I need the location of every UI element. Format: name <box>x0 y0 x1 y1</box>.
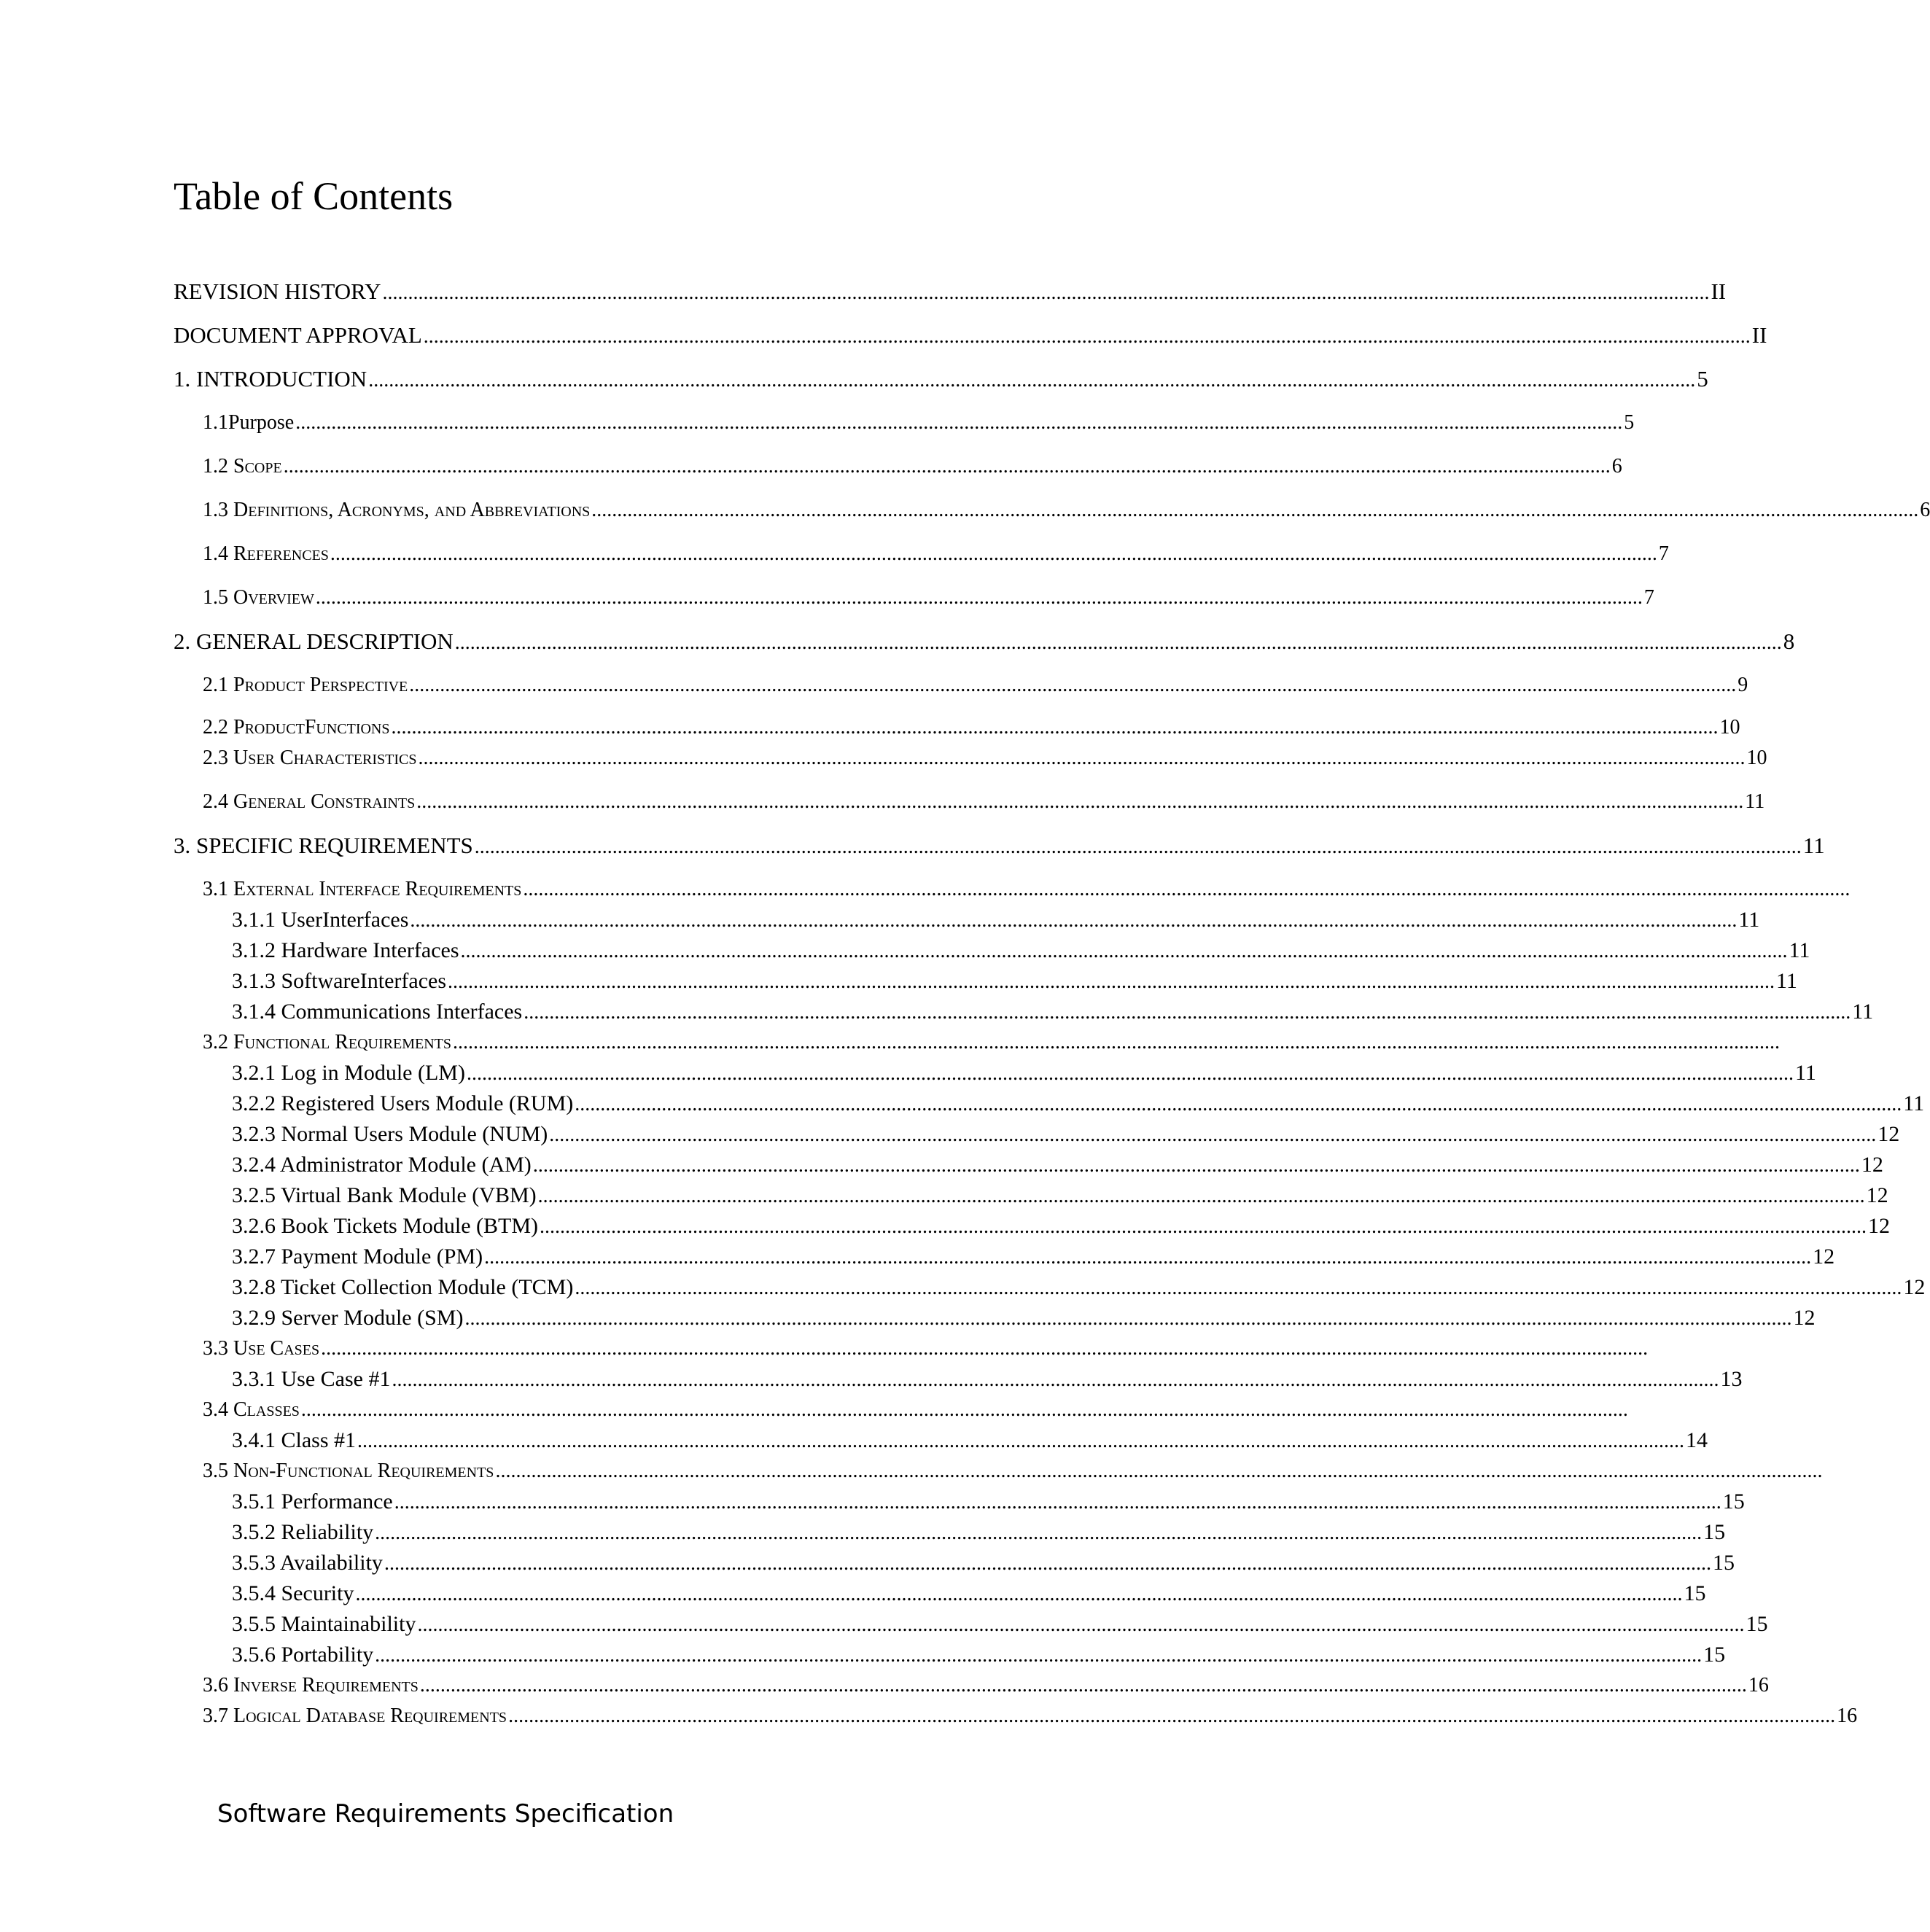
toc-dot-leader: .................................................................................................................................................................................................................................................................... <box>508 1705 1836 1727</box>
toc-entry-label: 3.2 Functional Requirements <box>203 1031 452 1053</box>
toc-dot-leader: .................................................................................................................................................................................................................................................................... <box>382 281 1710 304</box>
toc-entry[interactable] <box>232 1212 1891 1242</box>
toc-page-number: 11 <box>1802 833 1825 858</box>
toc-dot-leader: .................................................................................................................................................................................................................................................................... <box>591 499 1919 521</box>
toc-entry[interactable] <box>203 1702 1858 1731</box>
toc-entry-label: 3.4.1 Class #1 <box>232 1428 357 1452</box>
toc-dot-leader: .................................................................................................................................................................................................................................................................... <box>423 325 1751 348</box>
toc-entry-label: 2.4 General Constraints <box>203 790 416 813</box>
toc-entry[interactable] <box>232 1487 1745 1517</box>
toc-entry-label: 3.2.8 Ticket Collection Module (TCM) <box>232 1275 574 1299</box>
toc-page-number: 11 <box>1738 908 1760 932</box>
toc-page-number: 11 <box>1745 790 1765 813</box>
toc-entry[interactable] <box>203 496 1930 525</box>
toc-dot-leader: .................................................................................................................................................................................................................................................................... <box>454 631 1782 654</box>
toc-entry[interactable] <box>203 540 1669 569</box>
toc-dot-leader: .................................................................................................................................................................................................................................................................... <box>575 1277 1902 1299</box>
toc-page-number: 10 <box>1719 716 1740 739</box>
toc-entry-label: 3.2.4 Administrator Module (AM) <box>232 1153 532 1177</box>
toc-dot-leader: .................................................................................................................................................................................................................................................................... <box>368 369 1696 392</box>
toc-entry[interactable] <box>232 936 1810 966</box>
toc-entry[interactable] <box>174 831 1825 862</box>
toc-entry[interactable] <box>232 967 1797 997</box>
toc-entry[interactable] <box>203 1028 1781 1057</box>
toc-entry[interactable] <box>203 583 1654 612</box>
toc-dot-leader: .................................................................................................................................................................................................................................................................... <box>495 1460 1823 1482</box>
toc-entry[interactable] <box>232 905 1760 935</box>
toc-dot-leader: .................................................................................................................................................................................................................................................................... <box>549 1123 1877 1146</box>
toc-page-number: 11 <box>1789 938 1810 962</box>
toc-entry-label: 3. SPECIFIC REQUIREMENTS <box>174 833 473 858</box>
toc-entry[interactable] <box>232 997 1874 1027</box>
toc-entry-label: 3.5.1 Performance <box>232 1489 393 1514</box>
toc-dot-leader: .................................................................................................................................................................................................................................................................... <box>295 411 1623 434</box>
toc-entry-label: 3.5 Non-Functional Requirements <box>203 1460 494 1482</box>
toc-dot-leader: .................................................................................................................................................................................................................................................................... <box>532 1154 1860 1177</box>
toc-dot-leader: .................................................................................................................................................................................................................................................................... <box>315 586 1643 609</box>
toc-page-number: 16 <box>1837 1705 1858 1727</box>
toc-entry-label: 3.2.9 Server Module (SM) <box>232 1306 464 1330</box>
toc-dot-leader: .................................................................................................................................................................................................................................................................... <box>384 1552 1711 1575</box>
toc-entry-label: 1.4 References <box>203 542 329 565</box>
toc-entry[interactable] <box>203 452 1622 481</box>
toc-entry-label: 3.2.2 Registered Users Module (RUM) <box>232 1091 574 1115</box>
toc-page-number: 11 <box>1852 1000 1874 1024</box>
toc-entry[interactable] <box>232 1273 1926 1303</box>
toc-entry-label: DOCUMENT APPROVAL <box>174 322 422 348</box>
toc-page-number: 10 <box>1746 747 1767 769</box>
toc-entry[interactable] <box>203 787 1765 817</box>
toc-dot-leader: .................................................................................................................................................................................................................................................................... <box>540 1215 1867 1238</box>
toc-entry-label: 3.5.5 Maintainability <box>232 1612 416 1636</box>
toc-entry[interactable] <box>232 1610 1768 1640</box>
toc-dot-leader: .................................................................................................................................................................................................................................................................... <box>537 1185 1865 1207</box>
toc-entry-label: 3.2.7 Payment Module (PM) <box>232 1244 483 1269</box>
toc-page-number: 15 <box>1703 1643 1726 1667</box>
toc-dot-leader: .................................................................................................................................................................................................................................................................... <box>300 1398 1628 1421</box>
toc-page-number: 15 <box>1722 1489 1745 1514</box>
toc-dot-leader: .................................................................................................................................................................................................................................................................... <box>474 835 1802 858</box>
toc-dot-leader: .................................................................................................................................................................................................................................................................... <box>392 1368 1719 1391</box>
toc-entry[interactable] <box>203 744 1767 773</box>
toc-dot-leader: .................................................................................................................................................................................................................................................................... <box>448 970 1775 993</box>
toc-entry-label: 3.3 Use Cases <box>203 1337 320 1360</box>
toc-entry[interactable] <box>232 1640 1726 1670</box>
toc-entry-label: 3.7 Logical Database Requirements <box>203 1705 507 1727</box>
toc-entry-label: 1.1Purpose <box>203 411 295 434</box>
toc-dot-leader: .................................................................................................................................................................................................................................................................... <box>409 674 1737 696</box>
toc-entry-label: 1.2 Scope <box>203 455 282 478</box>
toc-dot-leader: .................................................................................................................................................................................................................................................................... <box>391 716 1719 739</box>
toc-entry-label: 3.1.4 Communications Interfaces <box>232 1000 523 1024</box>
page-title: Table of Contents <box>174 174 454 218</box>
toc-entry[interactable] <box>232 1549 1735 1578</box>
toc-entry-label: 2.1 Product Perspective <box>203 674 408 696</box>
toc-dot-leader: .................................................................................................................................................................................................................................................................... <box>453 1031 1781 1053</box>
toc-entry-label: 3.5.6 Portability <box>232 1643 374 1667</box>
toc-entry[interactable] <box>232 1181 1888 1211</box>
toc-dot-leader: .................................................................................................................................................................................................................................................................... <box>575 1093 1902 1115</box>
toc-dot-leader: .................................................................................................................................................................................................................................................................... <box>394 1491 1721 1514</box>
toc-dot-leader: .................................................................................................................................................................................................................................................................... <box>355 1583 1683 1605</box>
toc-page-number: 12 <box>1861 1153 1883 1177</box>
toc-entry[interactable] <box>174 321 1767 351</box>
toc-entry-label: 3.1 External Interface Requirements <box>203 878 522 900</box>
toc-entry[interactable] <box>232 1518 1726 1548</box>
toc-entry-label: REVISION HISTORY <box>174 278 381 304</box>
toc-entry[interactable] <box>203 408 1635 437</box>
toc-entry[interactable] <box>203 875 1851 904</box>
toc-page-number: 15 <box>1746 1612 1768 1636</box>
toc-page-number: 12 <box>1866 1183 1888 1207</box>
toc-page-number: 12 <box>1878 1122 1900 1146</box>
toc-page-number: 12 <box>1813 1244 1835 1269</box>
toc-entry-label: 2.3 User Characteristics <box>203 747 417 769</box>
toc-entry-label: 3.1.2 Hardware Interfaces <box>232 938 459 962</box>
toc-entry-label: 3.2.1 Log in Module (LM) <box>232 1061 465 1085</box>
toc-entry-label: 3.6 Inverse Requirements <box>203 1674 419 1697</box>
toc-dot-leader: .................................................................................................................................................................................................................................................................... <box>417 1613 1745 1636</box>
toc-page-number: 11 <box>1903 1091 1925 1115</box>
toc-entry[interactable] <box>174 365 1708 395</box>
toc-page-number: 6 <box>1611 455 1622 478</box>
toc-dot-leader: .................................................................................................................................................................................................................................................................... <box>460 940 1788 962</box>
page-footer: Software Requirements Specification <box>217 1799 674 1828</box>
toc-dot-leader: .................................................................................................................................................................................................................................................................... <box>464 1307 1792 1330</box>
toc-page-number: 8 <box>1783 628 1795 654</box>
toc-entry[interactable] <box>203 713 1740 742</box>
toc-entry-label: 3.5.3 Availability <box>232 1551 383 1575</box>
toc-dot-leader: .................................................................................................................................................................................................................................................................... <box>416 790 1744 813</box>
toc-entry[interactable] <box>203 671 1748 700</box>
toc-page-number: 6 <box>1920 499 1930 521</box>
toc-entry-label: 3.1.1 UserInterfaces <box>232 908 409 932</box>
toc-dot-leader: .................................................................................................................................................................................................................................................................... <box>321 1337 1649 1360</box>
toc-dot-leader: .................................................................................................................................................................................................................................................................... <box>375 1644 1703 1667</box>
toc-page-number: 13 <box>1720 1367 1743 1391</box>
toc-page-number: 12 <box>1793 1306 1816 1330</box>
toc-dot-leader: .................................................................................................................................................................................................................................................................... <box>410 909 1738 932</box>
toc-page-number: 5 <box>1697 366 1708 392</box>
toc-entry[interactable] <box>203 1457 1823 1486</box>
toc-page-number: 15 <box>1703 1520 1726 1544</box>
toc-entry[interactable] <box>232 1089 1925 1119</box>
toc-entry[interactable] <box>174 277 1727 308</box>
toc-dot-leader: .................................................................................................................................................................................................................................................................... <box>357 1430 1685 1452</box>
toc-entry[interactable] <box>174 627 1795 658</box>
toc-entry-label: 3.1.3 SoftwareInterfaces <box>232 969 447 993</box>
toc-entry[interactable] <box>232 1120 1900 1150</box>
toc-entry-label: 3.5.4 Security <box>232 1581 354 1605</box>
toc-entry-label: 3.2.3 Normal Users Module (NUM) <box>232 1122 548 1146</box>
toc-page-number: 12 <box>1903 1275 1926 1299</box>
toc-entry-label: 3.5.2 Reliability <box>232 1520 374 1544</box>
toc-dot-leader: .................................................................................................................................................................................................................................................................... <box>466 1062 1794 1085</box>
toc-dot-leader: .................................................................................................................................................................................................................................................................... <box>523 878 1851 900</box>
toc-entry[interactable] <box>232 1365 1743 1395</box>
toc-dot-leader: .................................................................................................................................................................................................................................................................... <box>330 542 1657 565</box>
toc-entry-label: 2.2 ProductFunctions <box>203 716 390 739</box>
toc-dot-leader: .................................................................................................................................................................................................................................................................... <box>418 747 1746 769</box>
toc-page-number: 11 <box>1794 1061 1816 1085</box>
toc-page-number: 5 <box>1624 411 1635 434</box>
toc-page-number: 14 <box>1686 1428 1708 1452</box>
toc-entry[interactable] <box>232 1059 1816 1088</box>
toc-entry-label: 3.2.6 Book Tickets Module (BTM) <box>232 1214 539 1238</box>
toc-page-number: 7 <box>1643 586 1654 609</box>
toc-page-number: 11 <box>1776 969 1797 993</box>
toc-entry[interactable] <box>203 1395 1628 1425</box>
toc-entry[interactable] <box>232 1304 1816 1333</box>
toc-entry[interactable] <box>232 1150 1883 1180</box>
toc-page-number: II <box>1711 278 1727 304</box>
toc-page-number: II <box>1751 322 1767 348</box>
toc-page-number: 16 <box>1748 1674 1769 1697</box>
toc-page-number: 15 <box>1712 1551 1735 1575</box>
toc-entry-label: 1.5 Overview <box>203 586 314 609</box>
toc-entry-label: 1. INTRODUCTION <box>174 366 367 392</box>
toc-page-number: 15 <box>1684 1581 1706 1605</box>
toc-entry[interactable] <box>232 1579 1706 1609</box>
toc-dot-leader: .................................................................................................................................................................................................................................................................... <box>419 1674 1747 1697</box>
toc-dot-leader: .................................................................................................................................................................................................................................................................... <box>484 1246 1812 1269</box>
toc-entry[interactable] <box>203 1671 1769 1700</box>
toc-entry[interactable] <box>203 1334 1649 1363</box>
toc-entry-label: 1.3 Definitions, Acronyms, and Abbreviations <box>203 499 591 521</box>
toc-entry-label: 3.3.1 Use Case #1 <box>232 1367 391 1391</box>
toc-entry-label: 3.4 Classes <box>203 1398 300 1421</box>
toc-dot-leader: .................................................................................................................................................................................................................................................................... <box>375 1522 1703 1544</box>
toc-page-number: 9 <box>1738 674 1748 696</box>
toc-entry-label: 2. GENERAL DESCRIPTION <box>174 628 454 654</box>
toc-dot-leader: .................................................................................................................................................................................................................................................................... <box>524 1001 1851 1024</box>
toc-entry[interactable] <box>232 1426 1708 1456</box>
toc-dot-leader: .................................................................................................................................................................................................................................................................... <box>283 455 1611 478</box>
toc-entry-label: 3.2.5 Virtual Bank Module (VBM) <box>232 1183 537 1207</box>
toc-page-number: 12 <box>1868 1214 1891 1238</box>
toc-page-number: 7 <box>1658 542 1669 565</box>
toc-entry[interactable] <box>232 1242 1835 1272</box>
